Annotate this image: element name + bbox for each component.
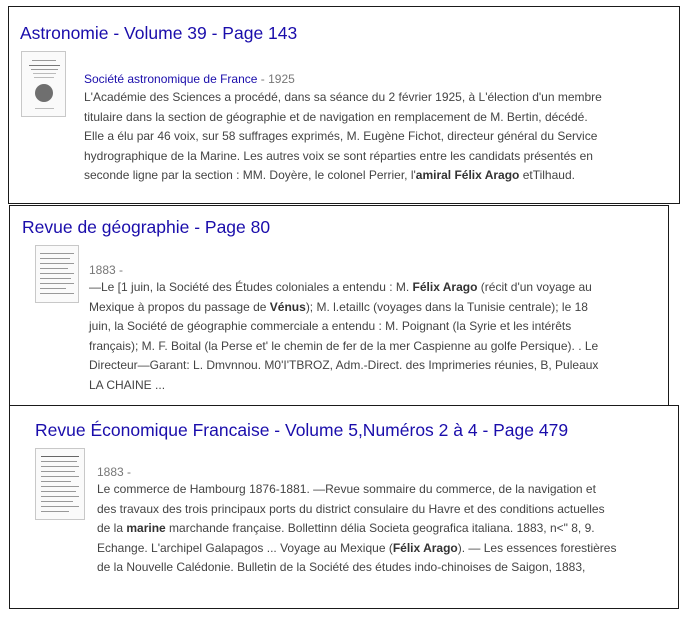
result-meta	[84, 72, 295, 86]
book-cover-thumbnail[interactable]	[21, 51, 66, 117]
snippet-line	[97, 500, 677, 520]
snippet-text: de la Nouvelle Calédonie. Bulletin de la Société des études indo-chinoises de Saigon, 1883,	[97, 560, 586, 574]
result-year: 1925	[268, 72, 295, 86]
result-title-link[interactable]: Astronomie - Volume 39 - Page 143	[20, 23, 298, 43]
snippet-text: L'Académie des Sciences a procédé, dans sa séance du 2 février 1925, à L'élection d'un membre	[84, 90, 602, 104]
snippet-text: etTilhaud.	[519, 168, 575, 182]
snippet-line	[97, 539, 677, 559]
result-snippet	[89, 278, 665, 395]
snippet-line	[89, 376, 665, 396]
result-snippet	[84, 88, 676, 186]
snippet-highlight: marine	[126, 521, 166, 535]
snippet-text: Echange. L'archipel Galapagos ... Voyage au Mexique (	[97, 540, 393, 555]
result-title-link[interactable]: Revue Économique Francaise - Volume 5,Numéros 2 à 4 - Page 479	[35, 420, 569, 440]
snippet-highlight: amiral Félix Arago	[415, 168, 520, 182]
snippet-text: LA CHAINE ...	[89, 377, 166, 392]
snippet-text: ); M. l.etaillc (voyages dans la Tunisie centrale); le 18	[305, 299, 588, 314]
snippet-text: marchande française. Bollettinn délia Societa geografica italiana. 1883, n<" 8, 9.	[165, 521, 595, 535]
meta-separator: -	[257, 72, 269, 86]
result-year: 1883 -	[89, 263, 124, 277]
snippet-text: Mexique à propos du passage de	[89, 299, 270, 314]
snippet-text: seconde ligne par la section : MM. Doyère, le colonel Perrier, l'	[84, 168, 416, 182]
search-result-2	[9, 205, 669, 407]
snippet-text: Elle a élu par 46 voix, sur 58 suffrages exprimés, M. Eugène Fichot, directeur général du Service	[84, 129, 598, 143]
snippet-text: ). — Les essences forestières	[457, 540, 617, 555]
snippet-line	[84, 147, 676, 167]
book-page-thumbnail[interactable]	[35, 245, 79, 303]
snippet-text: juin, la Société de géographie commerciale a entendu : M. Poignant (la Syrie et les intérêts	[89, 319, 572, 333]
snippet-highlight: Vénus	[269, 299, 306, 314]
snippet-line	[89, 337, 665, 357]
snippet-line	[97, 480, 677, 500]
snippet-line	[97, 519, 677, 539]
snippet-line	[89, 317, 665, 337]
snippet-line	[89, 356, 665, 376]
snippet-text: des travaux des trois principaux ports du district consulaire du Havre et des conditions actuelles	[97, 501, 605, 516]
snippet-highlight: Félix Arago	[392, 540, 458, 555]
snippet-text: titulaire dans la section de géographie et de navigation en remplacement de M. Bertin, décédé.	[84, 109, 588, 124]
snippet-line	[84, 88, 676, 108]
snippet-text: (récit d'un voyage au	[477, 280, 592, 294]
result-snippet	[97, 480, 677, 578]
search-result-3	[9, 405, 679, 609]
snippet-line	[97, 558, 677, 578]
snippet-line	[89, 278, 665, 298]
search-result-1	[8, 6, 680, 204]
snippet-text: français); M. F. Boital (la Perse et' le chemin de fer de la mer Caspienne au golfe Persique). . Le	[89, 338, 599, 353]
book-page-thumbnail[interactable]	[35, 448, 85, 520]
snippet-text: Le commerce de Hambourg 1876-1881. —Revue sommaire du commerce, de la navigation et	[97, 482, 596, 496]
snippet-text: Directeur—Garant: L. Dmvnnou. M0'I'TBROZ, Adm.-Direct. des Imprimeries réunies, B, Puleaux	[89, 358, 599, 372]
snippet-text: —Le [1 juin, la Société des Études coloniales a entendu : M.	[89, 280, 413, 294]
snippet-line	[84, 127, 676, 147]
snippet-line	[89, 298, 665, 318]
snippet-line	[84, 108, 676, 128]
publisher-link[interactable]: Société astronomique de France	[84, 72, 258, 86]
result-title-link[interactable]: Revue de géographie - Page 80	[22, 217, 271, 237]
snippet-line	[84, 166, 676, 186]
snippet-text: hydrographique de la Marine. Les autres voix se sont réparties entre les candidats présentés en	[84, 148, 593, 163]
snippet-highlight: Félix Arago	[412, 280, 478, 294]
snippet-text: de la	[97, 521, 127, 535]
result-year: 1883 -	[97, 465, 132, 479]
